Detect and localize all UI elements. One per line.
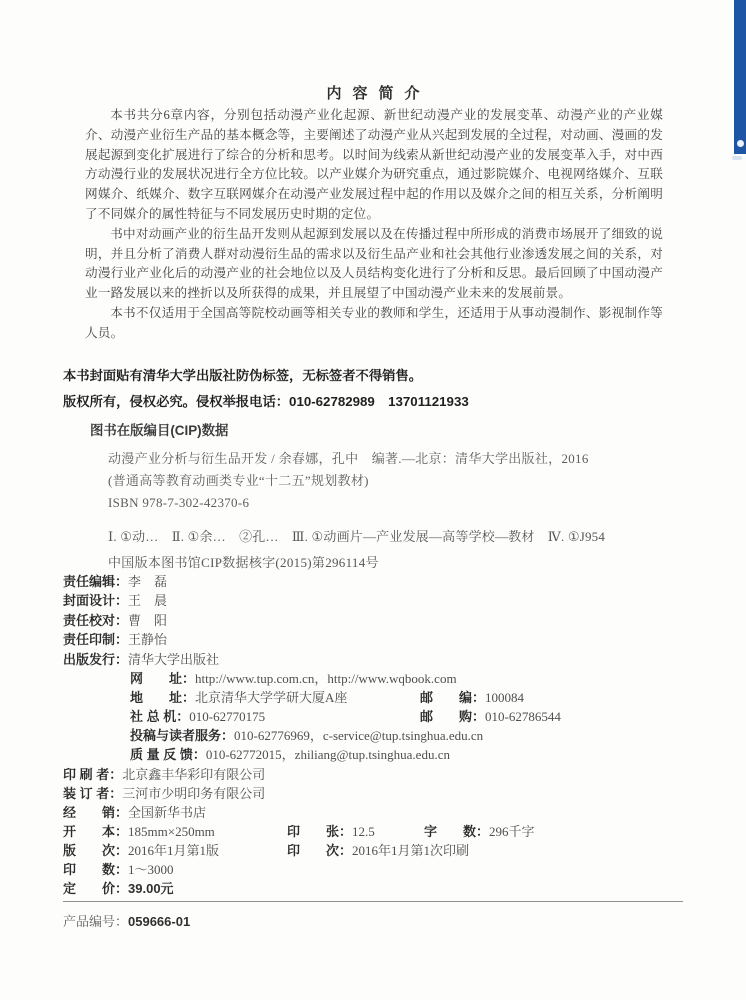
colophon-value: 010-62786544 (485, 709, 561, 725)
colophon-label: 社 总 机： (130, 709, 190, 725)
staff-value: 王静怡 (128, 632, 168, 648)
anti-piracy-notice: 本书封面贴有清华大学出版社防伪标签，无标签者不得销售。 (63, 368, 423, 383)
staff-value: 李 磊 (128, 574, 168, 589)
colophon-value: 2016年1月第1次印刷 (352, 842, 470, 858)
colophon-value: 全国新华书店 (128, 804, 207, 820)
colophon-row-distributor (63, 803, 703, 822)
colophon-value: 010-62776969，c-service@tup.tsinghua.edu.cn (234, 728, 484, 744)
colophon-value: 北京清华大学学研大厦A座 (195, 690, 348, 706)
colophon-value: 1～3000 (128, 862, 174, 878)
cip-classification: Ⅰ. ①动… Ⅱ. ①余… ②孔… Ⅲ. ①动画片—产业发展—高等学校—教材 Ⅳ. ①J954 (108, 529, 606, 544)
product-code-row (63, 911, 190, 930)
product-code-label: 产品编号： (63, 914, 129, 929)
colophon-value: 12.5 (352, 823, 375, 839)
colophon-label: 字 数： (424, 823, 490, 839)
colophon-label: 网 址： (130, 671, 196, 687)
staff-row-print-supervisor (63, 630, 167, 649)
cip-record-number: 中国版本图书馆CIP数据核字(2015)第296114号 (108, 555, 379, 570)
cip-title-line: 动漫产业分析与衍生品开发 / 余春娜，孔中 编著.—北京：清华大学出版社，2016 (108, 451, 589, 466)
staff-label: 封面设计： (63, 593, 129, 609)
colophon-value: 185mm×250mm (128, 823, 215, 839)
colophon-row-binder (63, 784, 703, 803)
colophon-label: 印 数： (63, 862, 129, 878)
colophon-label: 邮 编： (420, 690, 486, 706)
intro-paragraph: 本书共分6章内容，分别包括动漫产业化起源、新世纪动漫产业的发展变革、动漫产业的产业媒介、动漫产业衍生产品的基本概念等，主要阐述了动漫产业从兴起到发展的全过程，对动画、漫画的发展起源到变化扩展进行了综合的分析和思考。以时间为线索从新世纪动漫产业的发展变革入手，对中西方动漫行业的发展状况进行全方位比较。以产业媒介为研究重点，通过影院媒介、电视网络媒介、互联网媒介、纸媒介、数字互联网媒介在动漫产业发展过程中起的作用以及媒介之间的相互关系，分析阐明了不同媒介的属性特征与不同发展历史时期的定位。 (85, 108, 663, 221)
colophon-label: 装 订 者： (63, 785, 123, 801)
divider-rule (63, 901, 683, 902)
colophon-row-switchboard (63, 707, 703, 726)
colophon-value: 三河市少明印务有限公司 (122, 785, 266, 801)
colophon-col2 (420, 688, 524, 707)
colophon-label: 印 张： (287, 823, 353, 839)
notice-block (63, 363, 683, 414)
colophon-row-address (63, 688, 703, 707)
colophon-value: 296千字 (489, 823, 535, 839)
colophon-value: 清华大学出版社 (128, 652, 220, 667)
staff-label: 责任印制： (63, 632, 129, 648)
colophon-label: 经 销： (63, 804, 129, 820)
intro-title: 内容简介 (326, 85, 431, 102)
colophon-col3 (424, 822, 535, 841)
colophon-value: 010-62770175 (189, 709, 266, 725)
staff-row-editor (63, 572, 167, 591)
colophon-label: 印 次： (287, 842, 353, 858)
tab-shadow (732, 156, 742, 160)
colophon-value: 010-62772015，zhiliang@tup.tsinghua.edu.cn (205, 747, 450, 763)
intro-paragraph: 书中对动画产业的衍生品开发则从起源到发展以及在传播过程中所形成的消费市场展开了细致的说明，并且分析了消费人群对动漫衍生品的需求以及衍生品产业和社会其他行业渗透发展之间的关系，对动漫行业产业化后的动漫产业的社会地位以及人员结构变化进行了分析和反思。最后回顾了中国动漫产业一路发展以来的挫折以及所获得的成果，并且展望了中国动漫产业未来的发展前景。 (85, 226, 663, 301)
colophon-label: 邮 购： (420, 709, 486, 725)
colophon-row-website (63, 669, 703, 688)
staff-value: 王 晨 (128, 593, 168, 609)
colophon-row-quality-feedback (63, 745, 703, 764)
colophon-label: 出版发行： (63, 652, 129, 667)
colophon-row-format (63, 822, 703, 841)
copyright-notice: 版权所有，侵权必究。侵权举报电话：010-62782989 13701121933 (63, 393, 469, 409)
staff-value: 曹 阳 (128, 612, 168, 628)
colophon-label: 开 本： (63, 823, 129, 839)
staff-row-proofreader (63, 611, 167, 630)
colophon-col2 (287, 841, 469, 860)
colophon-row-print-run (63, 860, 703, 879)
colophon-row-publisher (63, 650, 703, 669)
colophon-label: 定 价： (63, 881, 129, 897)
staff-block (63, 572, 167, 650)
cip-series-line: (普通高等教育动画类专业“十二五”规划教材) (108, 473, 369, 488)
colophon-row-printer (63, 765, 703, 784)
colophon-label: 质 量 反 馈： (130, 747, 206, 763)
colophon-label: 印 刷 者： (63, 766, 123, 782)
staff-label: 责任校对： (63, 612, 129, 628)
colophon-value: 2016年1月第1版 (128, 842, 220, 858)
website-url: http://www.tup.com.cn，http://www.wqbook.com (195, 671, 457, 687)
colophon-value: 100084 (485, 690, 525, 706)
staff-row-cover-design (63, 591, 167, 610)
colophon-row-price (63, 879, 703, 898)
colophon-value: 北京鑫丰华彩印有限公司 (122, 766, 266, 782)
colophon-label: 地 址： (130, 690, 196, 706)
page-edge-tab (734, 0, 746, 154)
product-code-value: 059666-01 (128, 914, 191, 929)
intro-paragraph: 本书不仅适用于全国高等院校动画等相关专业的教师和学生，还适用于从事动漫制作、影视制作等人员。 (85, 305, 663, 340)
intro-section (85, 106, 663, 344)
colophon-block (63, 650, 703, 898)
tab-dot-icon (737, 140, 744, 147)
cip-header: 图书在版编目(CIP)数据 (90, 423, 229, 438)
colophon-label: 投稿与读者服务： (130, 728, 235, 744)
colophon-col2 (287, 822, 375, 841)
price-value: 39.00元 (128, 881, 174, 897)
colophon-row-reader-service (63, 726, 703, 745)
cip-body (108, 448, 683, 514)
staff-label: 责任编辑： (63, 574, 129, 589)
colophon-col2 (420, 707, 561, 726)
colophon-label: 版 次： (63, 842, 129, 858)
colophon-row-edition (63, 841, 703, 860)
cip-isbn: ISBN 978-7-302-42370-6 (108, 495, 250, 510)
